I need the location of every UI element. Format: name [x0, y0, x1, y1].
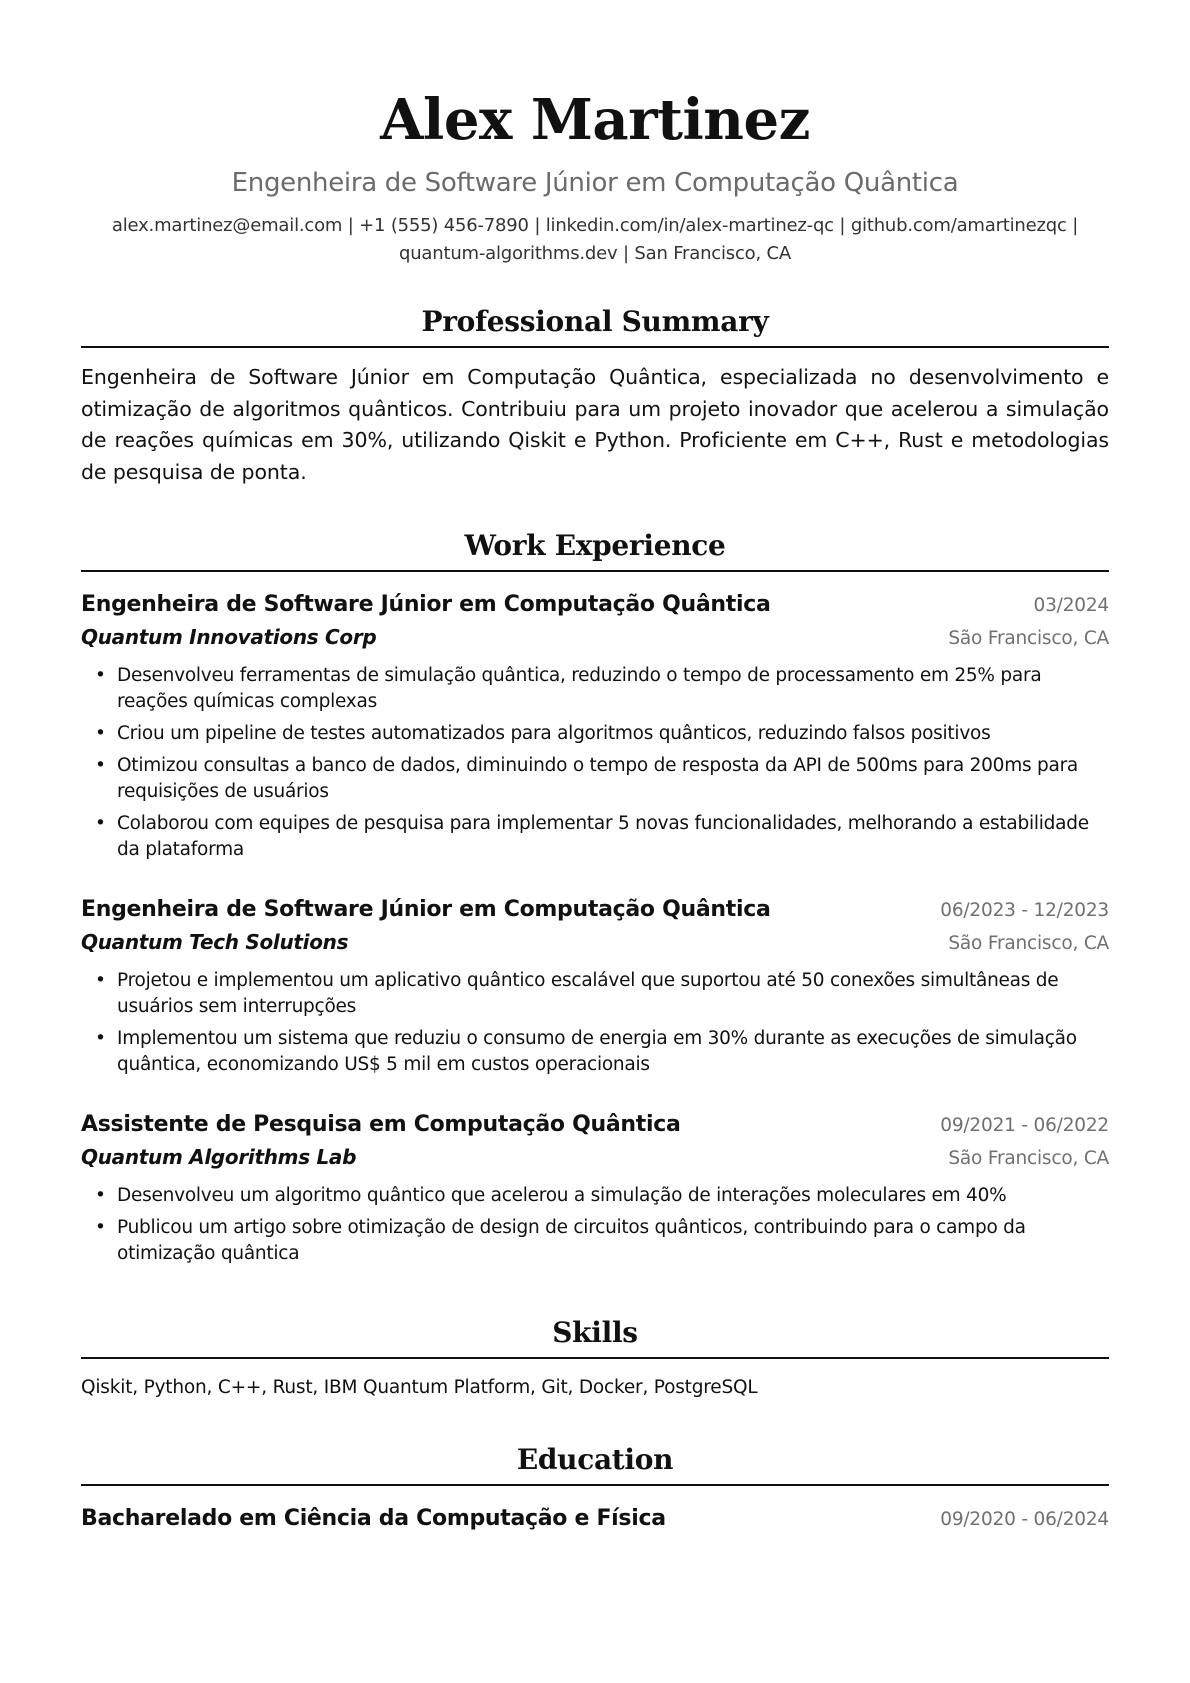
bullet-item [81, 1215, 1109, 1267]
education-date: 09/2020 - 06/2024 [940, 1509, 1109, 1530]
job-company: Quantum Innovations Corp [81, 625, 377, 649]
skills-list: Qiskit, Python, C++, Rust, IBM Quantum Platform, Git, Docker, PostgreSQL [81, 1377, 758, 1398]
job-title: Engenheira de Software Júnior em Computação Quântica [81, 592, 771, 617]
bullet-item [81, 968, 1109, 1020]
bullet-text: Colaborou com equipes de pesquisa para implementar 5 novas funcionalidades, melhorando a estabilidade da plataforma [117, 813, 1089, 860]
contact-location: San Francisco, CA [634, 243, 792, 264]
job-location: São Francisco, CA [948, 628, 1109, 649]
job-company-row [81, 1145, 1109, 1169]
job-title: Assistente de Pesquisa em Computação Quântica [81, 1112, 681, 1137]
candidate-headline: Engenheira de Software Júnior em Computação Quântica [231, 168, 959, 198]
bullet-dot: • [95, 755, 106, 776]
contact-info [81, 212, 1109, 268]
job-bullets [81, 1183, 1109, 1267]
education-degree: Bacharelado em Ciência da Computação e Física [81, 1506, 666, 1531]
bullet-text: Publicou um artigo sobre otimização de design de circuitos quânticos, contribuindo para o campo da otimização quântica [117, 1217, 1026, 1264]
bullet-item [81, 1026, 1109, 1078]
bullet-dot: • [95, 1217, 106, 1238]
bullet-text: Desenvolveu ferramentas de simulação quântica, reduzindo o tempo de processamento em 25% para reações químicas complexas [117, 665, 1042, 712]
job-list [81, 592, 1109, 1267]
bullet-dot: • [95, 665, 106, 686]
bullet-text: Projetou e implementou um aplicativo quântico escalável que suportou até 50 conexões simultâneas de usuários sem interrupções [117, 970, 1059, 1017]
bullet-text: Implementou um sistema que reduziu o consumo de energia em 30% durante as execuções de simulação quântica, economizando US$ 5 mil em custos operacionais [117, 1028, 1077, 1075]
contact-separator: | [347, 215, 354, 236]
contact-email[interactable]: alex.martinez@email.com [111, 215, 343, 236]
job-location: São Francisco, CA [948, 933, 1109, 954]
bullet-dot: • [95, 1028, 106, 1049]
bullet-item [81, 663, 1109, 715]
education-entry [81, 1506, 1109, 1531]
bullet-text: Otimizou consultas a banco de dados, diminuindo o tempo de resposta da API de 500ms para 200ms para requisições de usuários [117, 755, 1079, 802]
section-title-skills: Skills [81, 1319, 1109, 1359]
bullet-dot: • [95, 723, 106, 744]
education-list [81, 1506, 1109, 1531]
job-title: Engenheira de Software Júnior em Computação Quântica [81, 897, 771, 922]
contact-separator: | [1072, 215, 1079, 236]
job-date: 03/2024 [1033, 595, 1109, 616]
contact-separator: | [534, 215, 541, 236]
contact-separator: | [839, 215, 846, 236]
job-company: Quantum Algorithms Lab [81, 1145, 357, 1169]
job-entry [81, 897, 1109, 1078]
bullet-item [81, 721, 1109, 747]
job-bullets [81, 663, 1109, 863]
job-header-row [81, 1112, 1109, 1137]
bullet-text: Criou um pipeline de testes automatizados para algoritmos quânticos, reduzindo falsos positivos [117, 723, 991, 744]
section-title-work: Work Experience [81, 532, 1109, 572]
job-header-row [81, 592, 1109, 617]
job-company-row [81, 930, 1109, 954]
job-location: São Francisco, CA [948, 1148, 1109, 1169]
bullet-item [81, 811, 1109, 863]
section-title-summary: Professional Summary [81, 308, 1109, 348]
bullet-text: Desenvolveu um algoritmo quântico que acelerou a simulação de interações moleculares em 40% [117, 1185, 1007, 1206]
bullet-dot: • [95, 1185, 106, 1206]
job-date: 06/2023 - 12/2023 [940, 900, 1109, 921]
bullet-item [81, 1183, 1109, 1209]
job-company: Quantum Tech Solutions [81, 930, 349, 954]
contact-linkedin[interactable]: linkedin.com/in/alex-martinez-qc [545, 215, 834, 236]
contact-github[interactable]: github.com/amartinezqc [850, 215, 1067, 236]
job-entry [81, 592, 1109, 863]
contact-website[interactable]: quantum-algorithms.dev [398, 243, 618, 264]
contact-phone[interactable]: +1 (555) 456-7890 [359, 215, 529, 236]
bullet-dot: • [95, 970, 106, 991]
section-title-education: Education [81, 1446, 1109, 1486]
job-company-row [81, 625, 1109, 649]
summary-text: Engenheira de Software Júnior em Computação Quântica, especializada no desenvolvimento e otimização de algoritmos quânticos. Contribuiu para um projeto inovador que acelerou a simulação de reações químicas em 30%, utilizando Qiskit e Python. Proficiente em C++, Rust e metodologias de pesquisa de ponta. [81, 365, 1109, 484]
bullet-dot: • [95, 813, 106, 834]
job-header-row [81, 897, 1109, 922]
job-bullets [81, 968, 1109, 1078]
candidate-name: Alex Martinez [380, 87, 810, 153]
contact-separator: | [623, 243, 629, 264]
job-entry [81, 1112, 1109, 1267]
bullet-item [81, 753, 1109, 805]
job-date: 09/2021 - 06/2022 [940, 1115, 1109, 1136]
